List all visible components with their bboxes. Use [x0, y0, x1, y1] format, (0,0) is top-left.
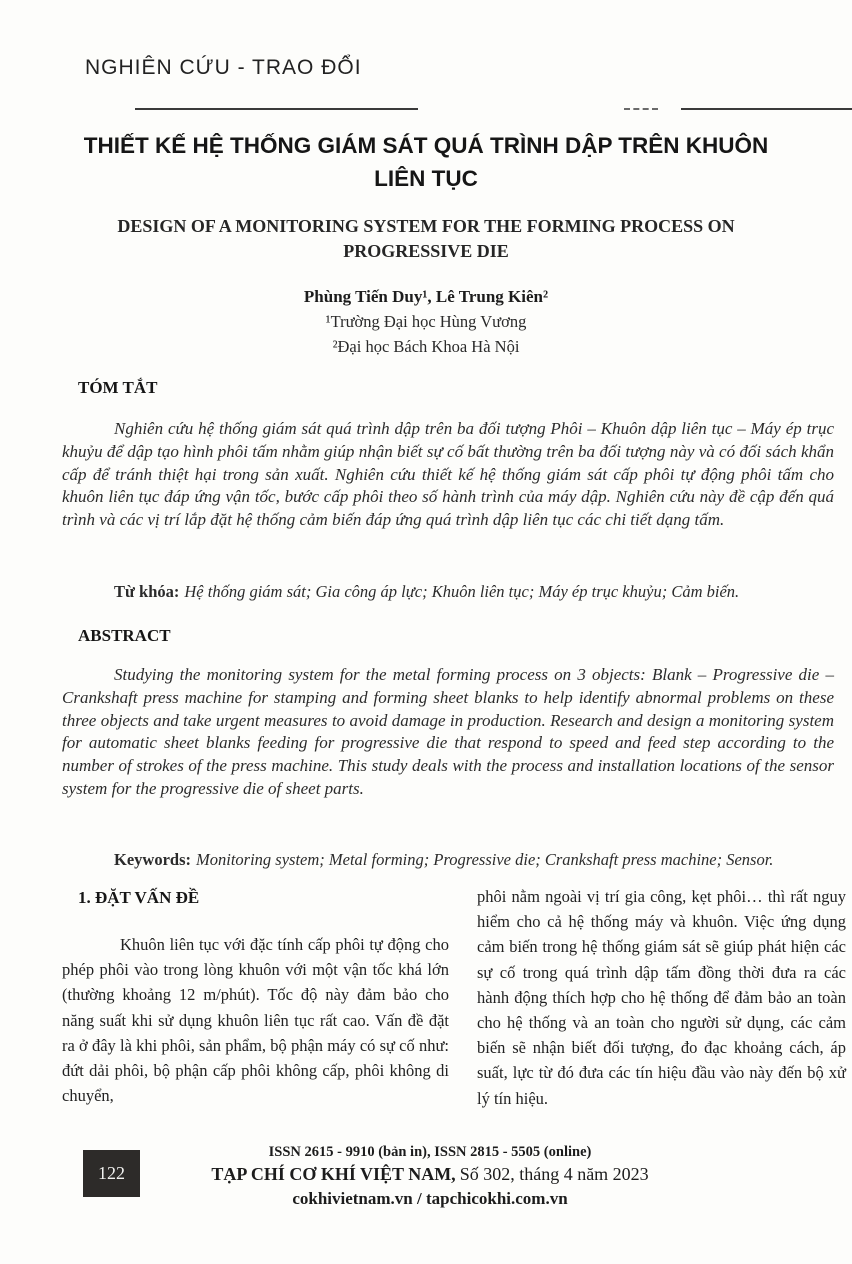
journal-name: TẠP CHÍ CƠ KHÍ VIỆT NAM, — [211, 1164, 456, 1184]
abstract-body: Studying the monitoring system for the metal forming process on 3 objects: Blank – Progressive die – Crankshaft press machine for stamping and forming sheet blanks to help identify abnormal problems on these three objects and take urgent measures to avoid damage in production. Research and design a monitoring system for automatic sheet blanks feeding for progressive die that respond to speed and feed step according to the number of strokes of the press machine. This study deals with the process and installation locations of the sensor system for the progressive die of sheet parts. — [62, 665, 834, 798]
footer-journal — [30, 1162, 830, 1187]
authors-line: Phùng Tiến Duy¹, Lê Trung Kiên² — [303, 287, 549, 306]
section-1-heading: 1. ĐẶT VẤN ĐỀ — [78, 888, 200, 907]
footer-website: cokhivietnam.vn / tapchicokhi.com.vn — [292, 1189, 568, 1208]
article-title-vi: THIẾT KẾ HỆ THỐNG GIÁM SÁT QUÁ TRÌNH DẬP TRÊN KHUÔN LIÊN TỤC — [83, 133, 769, 191]
keywords-label-en: Keywords: — [114, 850, 191, 869]
keywords-text-vi: Hệ thống giám sát; Gia công áp lực; Khuôn liên tục; Máy ép trục khuỷu; Cảm biến. — [184, 582, 740, 601]
tomtat-body: Nghiên cứu hệ thống giám sát quá trình dập trên ba đối tượng Phôi – Khuôn dập liên tục – Máy ép trục khuỷu để dập tạo hình phôi tấm nhằm giúp nhận biết sự cố bất thường trên ba đối tượng này và có đối sách khẩn cấp để tránh thiệt hại trong sản xuất. Nghiên cứu thiết kế hệ thống giám sát cấp phôi tự động phôi tấm cho khuôn liên tục đáp ứng vận tốc, bước cấp phôi theo số hành trình của máy dập. Nghiên cứu này đề cập đến quá trình và các vị trí lắp đặt hệ thống cảm biến đáp ứng quá trình dập liên tục các chi tiết dạng tấm. — [62, 419, 834, 530]
section-label: NGHIÊN CỨU - TRAO ĐỔI — [85, 56, 362, 79]
tomtat-keywords — [62, 582, 834, 602]
footer-issn: ISSN 2615 - 9910 (bản in), ISSN 2815 - 5505 (online) — [268, 1144, 592, 1160]
abstract-keywords — [62, 850, 834, 870]
column-left-paragraph: Khuôn liên tục với đặc tính cấp phôi tự động cho phép phôi vào trong lòng khuôn với một vận tốc khá lớn (thường khoảng 12 m/phút). Tốc độ này đảm bảo cho năng suất khi sử dụng khuôn liên tục rất cao. Vấn đề đặt ra ở đây là khi phôi, sản phẩm, bộ phận máy có sự cố như: đứt dải phôi, bộ phận cấp phôi không cấp, phôi không di chuyển, — [62, 935, 449, 1106]
affiliation-2: ²Đại học Bách Khoa Hà Nội — [332, 337, 520, 356]
page-number-badge: 122 — [83, 1150, 140, 1197]
header-rule-dash — [624, 108, 658, 110]
header-rule-right — [681, 108, 852, 110]
tomtat-heading: TÓM TẮT — [78, 378, 158, 397]
footer — [30, 1143, 830, 1211]
journal-issue: Số 302, tháng 4 năm 2023 — [459, 1164, 649, 1184]
header-rule-left — [135, 108, 418, 110]
keywords-label-vi: Từ khóa: — [114, 582, 180, 601]
column-right-paragraph: phôi nằm ngoài vị trí gia công, kẹt phôi… thì rất nguy hiểm cho cả hệ thống máy và khuôn. Việc ứng dụng cảm biến trong hệ thống giám sát sẽ giúp phát hiện các sự cố trong quá trình dập tấm đồng thời đưa ra các hành động thích hợp cho hệ thống để đảm bảo an toàn cho hệ thống và an toàn cho người sử dụng, các cảm biến sẽ nhận biết đối tượng, đo đạc khoảng cách, áp suất, lực từ đó đưa các tín hiệu đầu vào này đến bộ xử lý tín hiệu. — [477, 887, 846, 1108]
abstract-heading: ABSTRACT — [78, 626, 171, 645]
keywords-text-en: Monitoring system; Metal forming; Progressive die; Crankshaft press machine; Sensor. — [196, 850, 774, 869]
article-title-en: DESIGN OF A MONITORING SYSTEM FOR THE FORMING PROCESS ON PROGRESSIVE DIE — [117, 216, 735, 261]
affiliation-1: ¹Trường Đại học Hùng Vương — [325, 312, 527, 331]
